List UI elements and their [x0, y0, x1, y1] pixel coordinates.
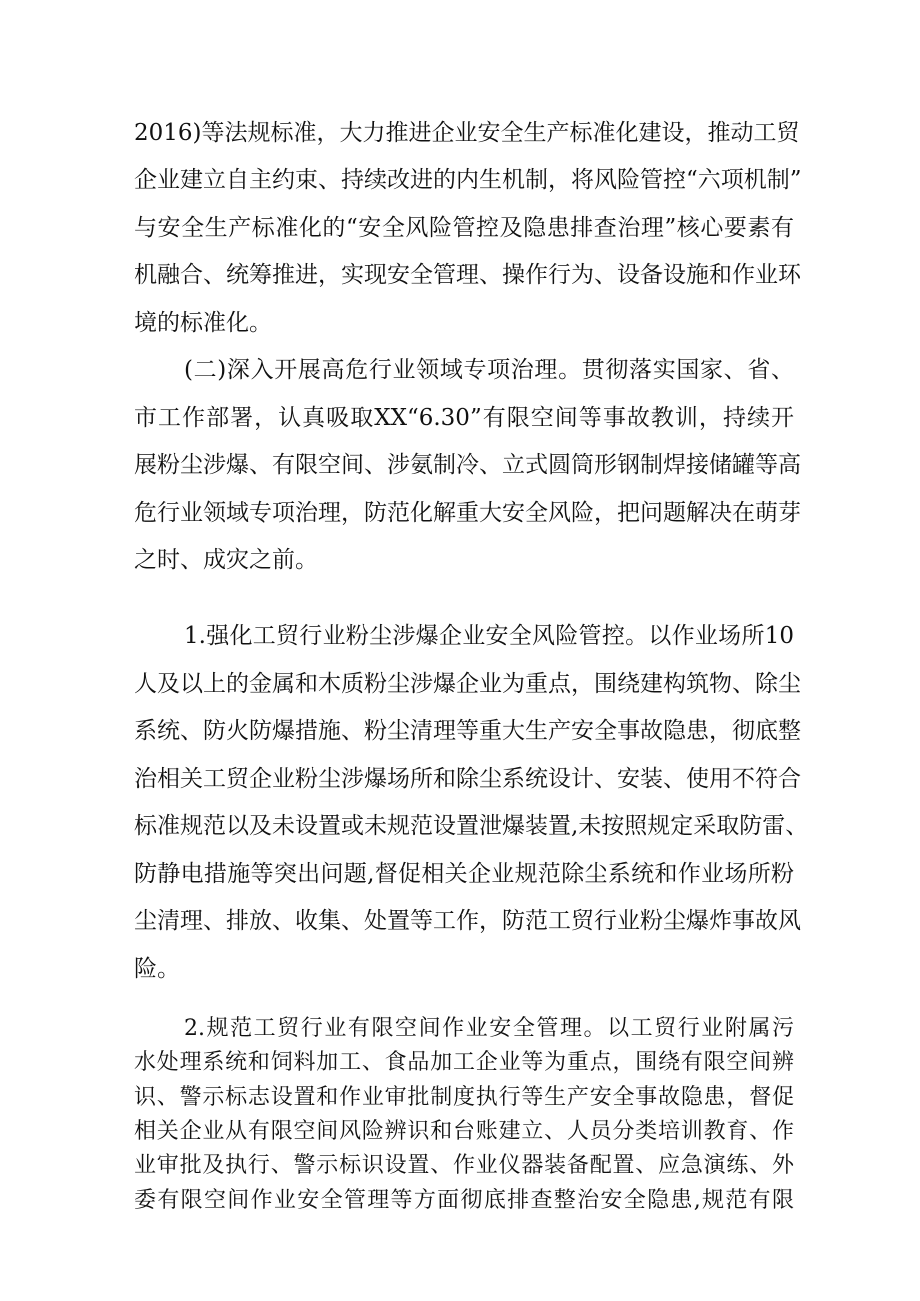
text-line: 系统、防火防爆措施、粉尘清理等重大生产安全事故隐患，彻底整	[134, 718, 801, 744]
section-heading-line: (二)深入开展高危行业领域专项治理。贯彻落实国家、省、	[184, 357, 794, 383]
text-line: 识、警示标志设置和作业审批制度执行等生产安全事故隐患，督促	[134, 1085, 794, 1110]
text-line: 之时、成灾之前。	[134, 547, 318, 573]
text-line: 机融合、统筹推进，实现安全管理、操作行为、设备设施和作业环	[134, 262, 801, 288]
text-line: 2016)等法规标准，大力推进企业安全生产标准化建设，推动工贸	[134, 120, 800, 146]
text-line: 与安全生产标准化的“安全风险管控及隐患排查治理”核心要素有	[134, 215, 794, 241]
text-line: 展粉尘涉爆、有限空间、涉氨制冷、立式圆筒形钢制焊接储罐等高	[134, 452, 801, 478]
text-line: 人及以上的金属和木质粉尘涉爆企业为重点，围绕建构筑物、除尘	[134, 671, 801, 697]
text-line: 委有限空间作业安全管理等方面彻底排查整治安全隐患,规范有限	[134, 1188, 794, 1213]
text-line: 治相关工贸企业粉尘涉爆场所和除尘系统设计、安装、使用不符合	[134, 766, 801, 792]
text-line: 业审批及执行、警示标识设置、作业仪器装备配置、应急演练、外	[134, 1153, 794, 1178]
text-line: 防静电措施等突出问题,督促相关企业规范除尘系统和作业场所粉	[134, 861, 794, 887]
text-line: 相关企业从有限空间风险辨识和台账建立、人员分类培训教育、作	[134, 1119, 794, 1144]
text-line: 标准规范以及未设置或未规范设置泄爆装置,未按照规定采取防雷、	[134, 813, 809, 839]
text-line: 险。	[134, 956, 180, 982]
item-heading-line: 1.强化工贸行业粉尘涉爆企业安全风险管控。以作业场所10	[184, 623, 794, 649]
text-line: 危行业领域专项治理，防范化解重大安全风险，把问题解决在萌芽	[134, 500, 801, 526]
item-heading-line: 2.规范工贸行业有限空间作业安全管理。以工贸行业附属污	[184, 1016, 794, 1041]
text-line: 市工作部署，认真吸取XX“6.30”有限空间等事故教训，持续开	[134, 405, 794, 431]
text-line: 水处理系统和饲料加工、食品加工企业等为重点，围绕有限空间辨	[134, 1050, 794, 1075]
text-line: 尘清理、排放、收集、处置等工作，防范工贸行业粉尘爆炸事故风	[134, 908, 801, 934]
text-line: 境的标准化。	[134, 310, 272, 336]
text-line: 企业建立自主约束、持续改进的内生机制，将风险管控“六项机制”	[134, 167, 802, 193]
